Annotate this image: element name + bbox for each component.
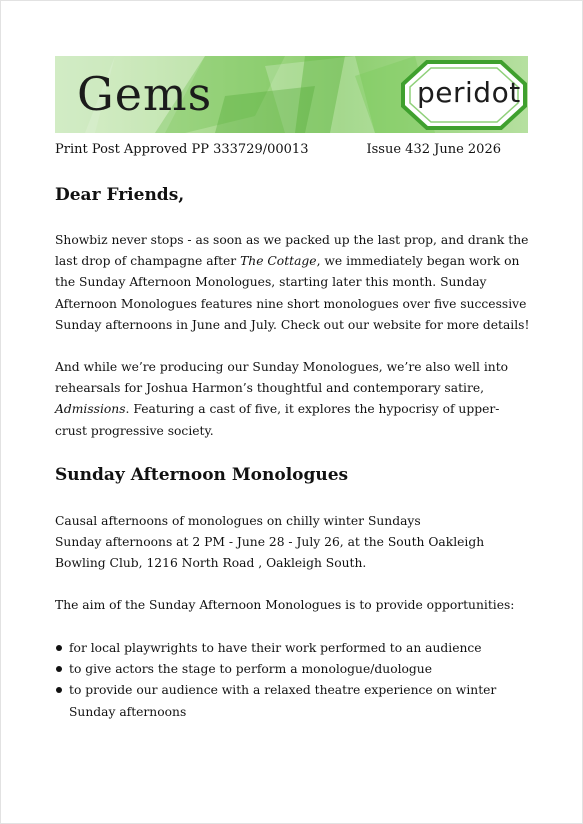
bullet-icon (56, 666, 62, 672)
section-subtitle: Causal afternoons of monologues on chilly winter Sundays (55, 514, 421, 528)
event-details: Sunday afternoons at 2 PM - June 28 - July 26, at the South Oakleigh Bowling Club, 1216 North Road , Oakleigh South. (55, 535, 485, 571)
bullet-icon (56, 687, 62, 693)
list-item-text: to provide our audience with a relaxed theatre experience on winter Sunday afternoons (69, 683, 497, 719)
intro-text-start: Showbiz never stops - as soon as we packed up the last prop, and drank the last drop of champagne after (55, 233, 529, 269)
play-title-the-cottage: The Cottage (240, 254, 317, 269)
intro-paragraph (55, 230, 530, 336)
list-item-text: to give actors the stage to perform a monologue/duologue (69, 662, 432, 677)
newsletter-title: Gems (77, 67, 213, 121)
aim-statement: The aim of the Sunday Afternoon Monologues is to provide opportunities: (55, 598, 515, 612)
peridot-logo (401, 60, 527, 130)
bullet-icon (56, 645, 62, 651)
aims-list (55, 638, 530, 723)
greeting-heading: Dear Friends, (55, 185, 185, 205)
list-item-text: for local playwrights to have their work performed to an audience (69, 641, 482, 655)
print-post-number: Print Post Approved PP 333729/00013 (55, 142, 309, 157)
list-item (55, 638, 530, 659)
list-item (55, 659, 530, 680)
issue-info: Issue 432 June 2026 (366, 142, 501, 157)
intro-text-end: , we immediately began work on the Sunday Afternoon Monologues, starting later this month. Sunday Afternoon Monologues features nine short monologues over five successive Sunday afternoons in June and July. Check out our website for more details! (55, 254, 530, 332)
newsletter-banner (55, 56, 528, 133)
list-item (55, 680, 530, 722)
logo-text: peridot (417, 76, 521, 109)
rehearsal-paragraph (55, 357, 530, 442)
play-title-admissions: Admissions (55, 402, 126, 417)
rehearsal-text-end: . Featuring a cast of five, it explores the hypocrisy of upper-crust progressive society. (55, 402, 500, 438)
rehearsal-text-start: And while we’re producing our Sunday Monologues, we’re also well into rehearsals for Joshua Harmon’s thoughtful and contemporary satire, (55, 360, 509, 396)
section-heading: Sunday Afternoon Monologues (55, 465, 349, 485)
